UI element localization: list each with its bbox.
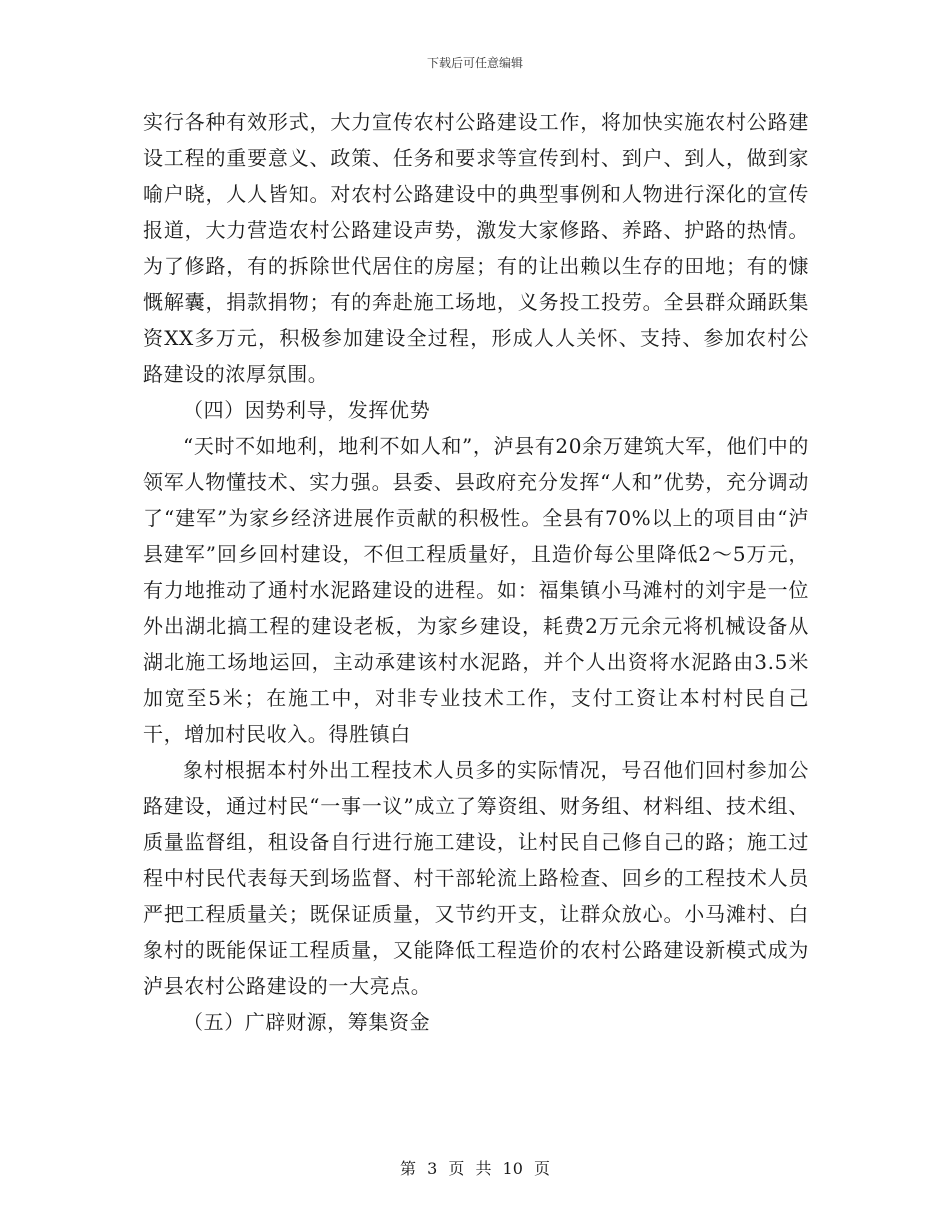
paragraph-construction-army: “天时不如地利，地利不如人和”，泸县有20余万建筑大军，他们中的领军人物懂技术、实力强。县委、县政府充分发挥“人和”优势，充分调动了“建军”为家乡经济进展作贡献的积极性。全县有70%以上的项目由“泸县建军”回乡回村建设，不但工程质量好，且造价每公里降低2～5万元，有力地推动了通村水泥路建设的进程。如：福集镇小马滩村的刘宇是一位外出湖北搞工程的建设老板，为家乡建设，耗费2万元余元将机械设备从湖北施工场地运回，主动承建该村水泥路，并个人出资将水泥路由3.5米加宽至5米；在施工中，对非专业技术工作，支付工资让本村村民自己干，增加村民收入。得胜镇白 [143,434,809,746]
paragraph-publicity: 实行各种有效形式，大力宣传农村公路建设工作，将加快实施农村公路建设工程的重要意义、政策、任务和要求等宣传到村、到户、到人，做到家喻户晓，人人皆知。对农村公路建设中的典型事例和人物进行深化的宣传报道，大力营造农村公路建设声势，激发大家修路、养路、护路的热情。为了修路，有的拆除世代居住的房屋；有的让出赖以生存的田地；有的慷慨解囊，捐款捐物；有的奔赴施工场地，义务投工投劳。全县群众踊跃集资XX多万元，积极参加建设全过程，形成人人关怀、支持、参加农村公路建设的浓厚氛围。 [143,110,809,386]
section-heading-4: （四）因势利导，发挥优势 [183,398,431,422]
document-body [143,104,809,1040]
page-footer: 第 3 页 共 10 页 [400,1159,550,1178]
paragraph-baixiang-village: 象村根据本村外出工程技术人员多的实际情况，号召他们回村参加公路建设，通过村民“一事一议”成立了筹资组、财务组、材料组、技术组、质量监督组，租设备自行进行施工建设，让村民自己修自己的路；施工过程中村民代表每天到场监督、村干部轮流上路检查、回乡的工程技术人员严把工程质量关；既保证质量，又节约开支，让群众放心。小马滩村、白象村的既能保证工程质量，又能降低工程造价的农村公路建设新模式成为泸县农村公路建设的一大亮点。 [143,758,809,998]
page-header: 下载后可任意编辑 [426,56,523,70]
section-heading-5: （五）广辟财源，筹集资金 [183,1010,431,1034]
